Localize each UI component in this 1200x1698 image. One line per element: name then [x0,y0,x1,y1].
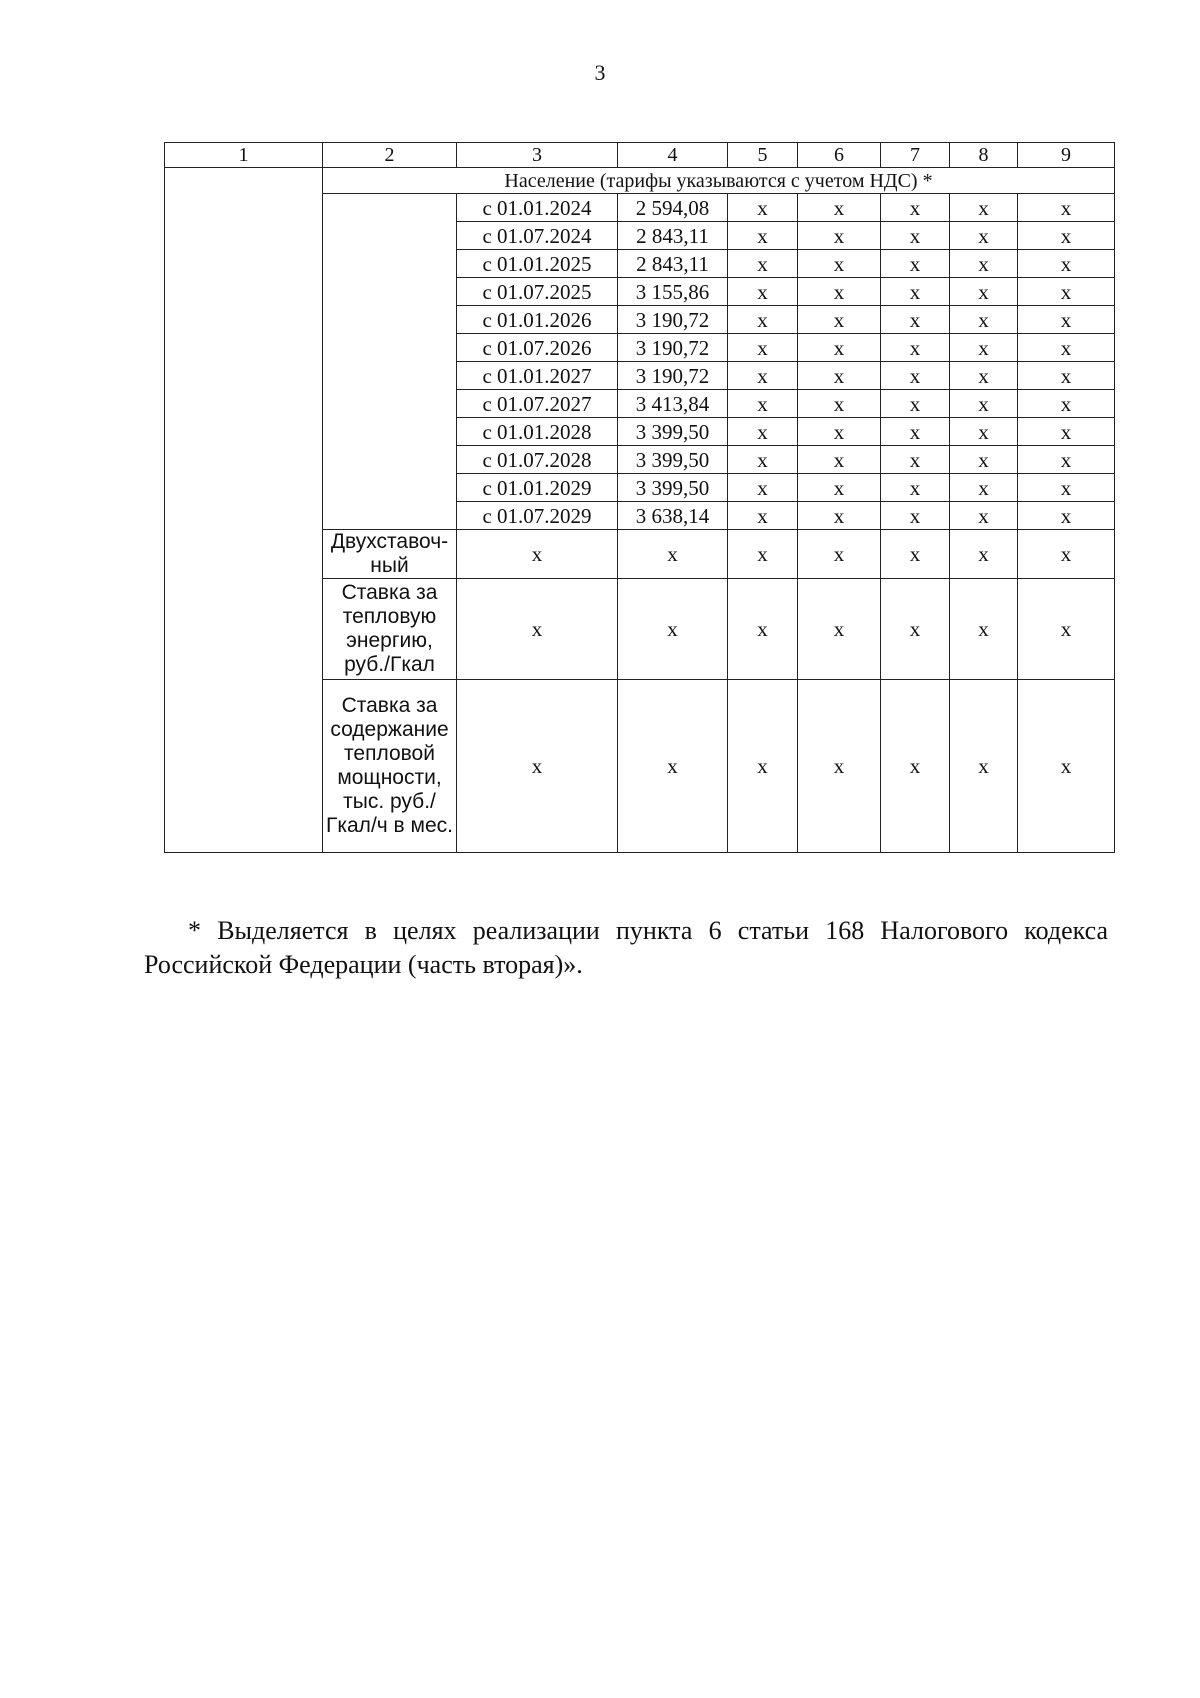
mark-cell: х [1018,579,1115,680]
column-header: 2 [323,143,457,168]
mark-cell: х [1018,418,1115,446]
mark-cell: х [950,278,1018,306]
rate-value: 3 399,50 [618,474,728,502]
mark-cell: х [798,250,881,278]
rate-value: 3 155,86 [618,278,728,306]
mark-cell: х [728,306,798,334]
section-row [165,168,1115,194]
page-number: 3 [594,60,606,85]
mark-cell: х [798,278,881,306]
rate-period: с 01.07.2028 [457,446,618,474]
mark-cell: х [1018,474,1115,502]
mark-cell: х [618,680,728,853]
rate-value: 3 413,84 [618,390,728,418]
mark-cell: х [798,334,881,362]
mark-cell: х [798,222,881,250]
mark-cell: х [950,390,1018,418]
mark-cell: х [950,362,1018,390]
mark-cell: х [798,474,881,502]
rate-period: с 01.07.2024 [457,222,618,250]
tariff-table [164,142,1115,853]
mark-cell: х [1018,194,1115,222]
mark-cell: х [950,502,1018,530]
column-header: 1 [165,143,323,168]
mark-cell: х [950,334,1018,362]
mark-cell: х [881,680,950,853]
empty-column-2-cell [323,194,457,530]
mark-cell: х [950,530,1018,579]
mark-cell: х [881,194,950,222]
mark-cell: х [950,446,1018,474]
mark-cell: х [728,474,798,502]
column-header: 3 [457,143,618,168]
mark-cell: х [881,278,950,306]
empty-column-1-cell [165,168,323,853]
mark-cell: х [1018,278,1115,306]
column-header: 8 [950,143,1018,168]
mark-cell: х [881,530,950,579]
mark-cell: х [950,418,1018,446]
rate-value: 3 190,72 [618,362,728,390]
mark-cell: х [1018,390,1115,418]
rate-value: 2 594,08 [618,194,728,222]
mark-cell: х [950,222,1018,250]
mark-cell: х [1018,362,1115,390]
mark-cell: х [881,502,950,530]
mark-cell: х [798,530,881,579]
rate-value: 3 399,50 [618,418,728,446]
mark-cell: х [618,579,728,680]
mark-cell: х [1018,446,1115,474]
mark-cell: х [798,194,881,222]
mark-cell: х [728,222,798,250]
mark-cell: х [728,680,798,853]
mark-cell: х [728,334,798,362]
rate-period: с 01.07.2029 [457,502,618,530]
rate-period: с 01.07.2027 [457,390,618,418]
rate-value: 2 843,11 [618,250,728,278]
mark-cell: х [798,680,881,853]
rate-period: с 01.01.2029 [457,474,618,502]
table-header-row [165,143,1115,168]
mark-cell: х [728,390,798,418]
rate-period: с 01.01.2026 [457,306,618,334]
column-header: 4 [618,143,728,168]
mark-cell: х [728,579,798,680]
mark-cell: х [950,250,1018,278]
mark-cell: х [881,334,950,362]
mark-cell: х [728,418,798,446]
mark-cell: х [950,474,1018,502]
mark-cell: х [798,390,881,418]
mark-cell: х [728,502,798,530]
rate-value: 3 190,72 [618,334,728,362]
mark-cell: х [881,306,950,334]
rate-period: с 01.01.2024 [457,194,618,222]
mark-cell: х [798,502,881,530]
mark-cell: х [1018,334,1115,362]
mark-cell: х [798,579,881,680]
mark-cell: х [728,278,798,306]
column-header: 7 [881,143,950,168]
mark-cell: х [457,530,618,579]
mark-cell: х [728,194,798,222]
mark-cell: х [798,418,881,446]
mark-cell: х [728,250,798,278]
row-label-energy-rate: Ставка за тепловую энергию, руб./Гкал [323,579,457,680]
mark-cell: х [881,446,950,474]
mark-cell: х [1018,250,1115,278]
mark-cell: х [950,306,1018,334]
column-header: 5 [728,143,798,168]
rate-period: с 01.01.2025 [457,250,618,278]
column-header: 6 [798,143,881,168]
mark-cell: х [728,446,798,474]
row-label-capacity-rate: Ставка за содержание тепловой мощности, тыс. руб./Гкал/ч в мес. [323,680,457,853]
mark-cell: х [618,530,728,579]
mark-cell: х [728,530,798,579]
row-label-two-part: Двухставоч-ный [323,530,457,579]
mark-cell: х [881,390,950,418]
mark-cell: х [457,579,618,680]
mark-cell: х [950,579,1018,680]
rate-value: 2 843,11 [618,222,728,250]
mark-cell: х [881,579,950,680]
mark-cell: х [1018,222,1115,250]
mark-cell: х [798,446,881,474]
mark-cell: х [457,680,618,853]
mark-cell: х [881,362,950,390]
mark-cell: х [881,418,950,446]
rate-period: с 01.01.2028 [457,418,618,446]
rate-period: с 01.07.2026 [457,334,618,362]
mark-cell: х [881,250,950,278]
mark-cell: х [1018,502,1115,530]
footnote: * Выделяется в целях реализации пункта 6 статьи 168 Налогового кодекса Российской Федерации (часть вторая)». [144,916,1108,979]
mark-cell: х [881,222,950,250]
mark-cell: х [728,362,798,390]
mark-cell: х [881,474,950,502]
section-title: Население (тарифы указываются с учетом НДС) * [323,168,1115,194]
mark-cell: х [1018,680,1115,853]
mark-cell: х [798,362,881,390]
mark-cell: х [950,680,1018,853]
rate-value: 3 399,50 [618,446,728,474]
mark-cell: х [1018,306,1115,334]
mark-cell: х [950,194,1018,222]
column-header: 9 [1018,143,1115,168]
rate-value: 3 638,14 [618,502,728,530]
mark-cell: х [798,306,881,334]
rate-period: с 01.01.2027 [457,362,618,390]
rate-period: с 01.07.2025 [457,278,618,306]
rate-value: 3 190,72 [618,306,728,334]
mark-cell: х [1018,530,1115,579]
